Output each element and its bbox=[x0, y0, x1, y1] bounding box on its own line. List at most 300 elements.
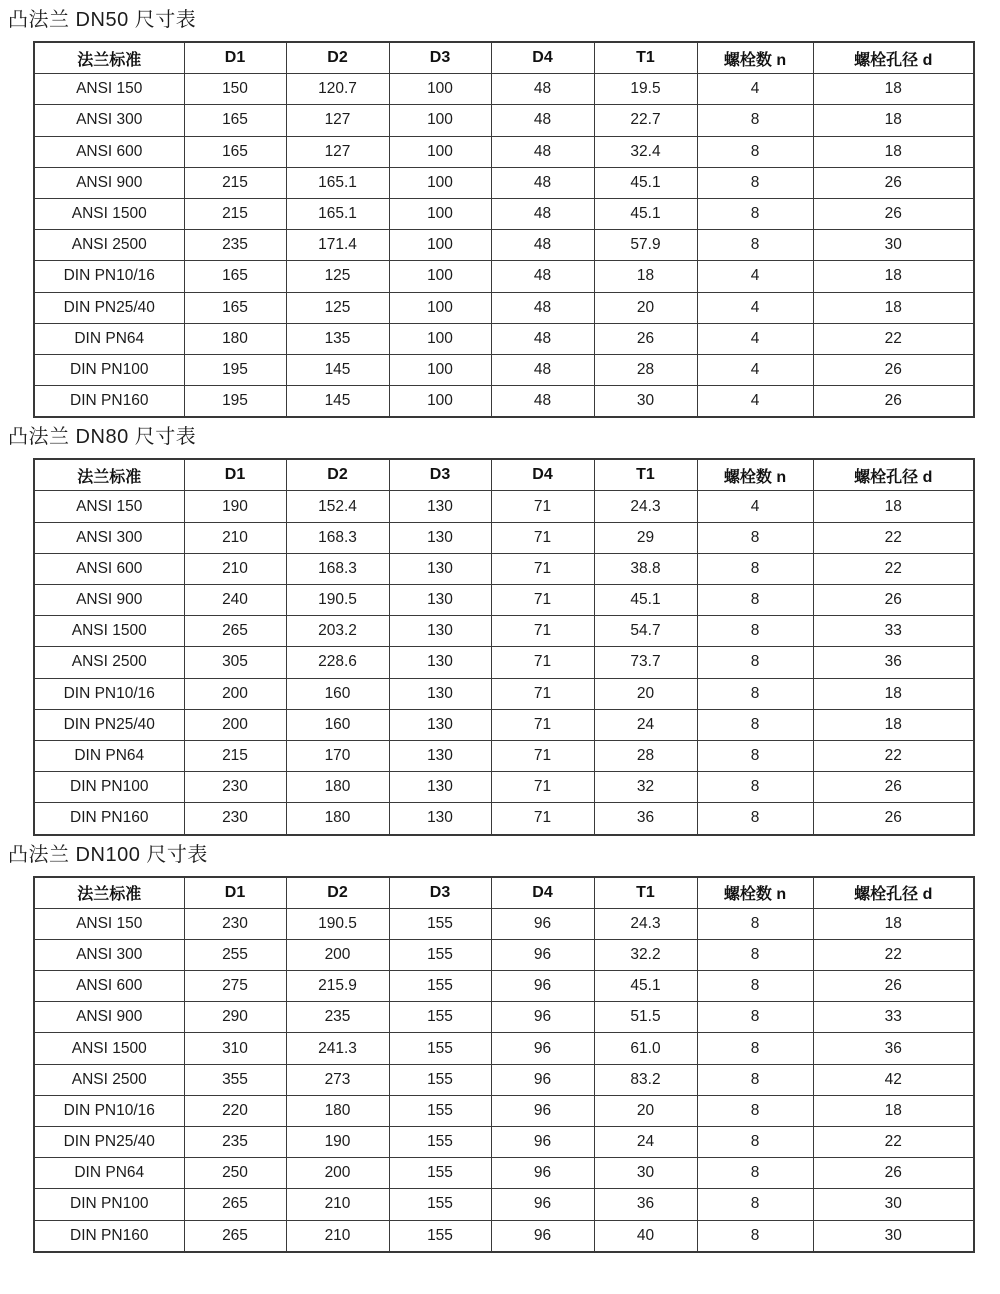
flange-standard-cell: ANSI 600 bbox=[34, 136, 184, 167]
column-header: 法兰标准 bbox=[34, 459, 184, 491]
dimension-value-cell: 100 bbox=[389, 230, 491, 261]
column-header: D2 bbox=[286, 877, 389, 909]
dimension-value-cell: 4 bbox=[697, 261, 813, 292]
dimension-value-cell: 22 bbox=[813, 323, 974, 354]
dimension-value-cell: 18 bbox=[594, 261, 697, 292]
dimension-value-cell: 210 bbox=[286, 1189, 389, 1220]
flange-standard-cell: DIN PN25/40 bbox=[34, 1127, 184, 1158]
dimension-value-cell: 228.6 bbox=[286, 647, 389, 678]
dimension-value-cell: 96 bbox=[491, 1033, 594, 1064]
column-header: D2 bbox=[286, 459, 389, 491]
dimension-value-cell: 165 bbox=[184, 105, 286, 136]
dimension-value-cell: 4 bbox=[697, 292, 813, 323]
table-row bbox=[34, 292, 974, 323]
dimension-value-cell: 235 bbox=[286, 1002, 389, 1033]
dimension-value-cell: 130 bbox=[389, 647, 491, 678]
dimension-value-cell: 26 bbox=[813, 198, 974, 229]
flange-standard-cell: ANSI 600 bbox=[34, 553, 184, 584]
column-header: T1 bbox=[594, 459, 697, 491]
dimension-value-cell: 26 bbox=[813, 803, 974, 835]
dimension-value-cell: 180 bbox=[286, 772, 389, 803]
flange-standard-cell: ANSI 2500 bbox=[34, 647, 184, 678]
dimension-value-cell: 215 bbox=[184, 198, 286, 229]
dimension-value-cell: 215 bbox=[184, 167, 286, 198]
flange-standard-cell: ANSI 600 bbox=[34, 971, 184, 1002]
dimension-value-cell: 310 bbox=[184, 1033, 286, 1064]
dimension-value-cell: 19.5 bbox=[594, 74, 697, 105]
table-row bbox=[34, 491, 974, 522]
dimension-value-cell: 18 bbox=[813, 709, 974, 740]
dimension-value-cell: 265 bbox=[184, 1220, 286, 1252]
dimension-table-dn50 bbox=[33, 41, 975, 418]
dimension-value-cell: 8 bbox=[697, 616, 813, 647]
dimension-value-cell: 125 bbox=[286, 292, 389, 323]
dimension-value-cell: 165.1 bbox=[286, 198, 389, 229]
dimension-value-cell: 130 bbox=[389, 522, 491, 553]
header-row bbox=[34, 42, 974, 74]
flange-standard-cell: DIN PN64 bbox=[34, 740, 184, 771]
dimension-value-cell: 200 bbox=[184, 678, 286, 709]
dimension-value-cell: 100 bbox=[389, 292, 491, 323]
table-row bbox=[34, 1002, 974, 1033]
dimension-value-cell: 355 bbox=[184, 1064, 286, 1095]
dimension-value-cell: 120.7 bbox=[286, 74, 389, 105]
dimension-value-cell: 28 bbox=[594, 740, 697, 771]
dimension-value-cell: 130 bbox=[389, 553, 491, 584]
dimension-table-dn100 bbox=[33, 876, 975, 1253]
dimension-value-cell: 73.7 bbox=[594, 647, 697, 678]
table-row bbox=[34, 323, 974, 354]
dimension-value-cell: 33 bbox=[813, 1002, 974, 1033]
dimension-value-cell: 83.2 bbox=[594, 1064, 697, 1095]
column-header: T1 bbox=[594, 877, 697, 909]
dimension-value-cell: 48 bbox=[491, 354, 594, 385]
dimension-value-cell: 96 bbox=[491, 939, 594, 970]
column-header: T1 bbox=[594, 42, 697, 74]
dimension-value-cell: 30 bbox=[594, 386, 697, 418]
table-body bbox=[34, 74, 974, 418]
dimension-value-cell: 100 bbox=[389, 198, 491, 229]
table-row bbox=[34, 354, 974, 385]
dimension-value-cell: 18 bbox=[813, 261, 974, 292]
dimension-value-cell: 255 bbox=[184, 939, 286, 970]
dimension-value-cell: 145 bbox=[286, 386, 389, 418]
dimension-value-cell: 190.5 bbox=[286, 585, 389, 616]
column-header: D1 bbox=[184, 459, 286, 491]
dimension-value-cell: 200 bbox=[184, 709, 286, 740]
dimension-value-cell: 32.2 bbox=[594, 939, 697, 970]
dimension-value-cell: 230 bbox=[184, 772, 286, 803]
dimension-value-cell: 48 bbox=[491, 261, 594, 292]
dimension-value-cell: 8 bbox=[697, 553, 813, 584]
dimension-value-cell: 210 bbox=[184, 522, 286, 553]
table-row bbox=[34, 261, 974, 292]
dimension-value-cell: 45.1 bbox=[594, 971, 697, 1002]
column-header: D4 bbox=[491, 42, 594, 74]
dimension-value-cell: 36 bbox=[594, 1189, 697, 1220]
dimension-value-cell: 155 bbox=[389, 1033, 491, 1064]
flange-standard-cell: ANSI 2500 bbox=[34, 230, 184, 261]
dimension-value-cell: 100 bbox=[389, 323, 491, 354]
dimension-value-cell: 130 bbox=[389, 740, 491, 771]
dimension-value-cell: 230 bbox=[184, 908, 286, 939]
table-row bbox=[34, 939, 974, 970]
flange-standard-cell: DIN PN25/40 bbox=[34, 292, 184, 323]
dimension-value-cell: 71 bbox=[491, 522, 594, 553]
dimension-value-cell: 48 bbox=[491, 136, 594, 167]
dimension-value-cell: 8 bbox=[697, 1127, 813, 1158]
column-header: 螺栓数 n bbox=[697, 459, 813, 491]
dimension-value-cell: 165.1 bbox=[286, 167, 389, 198]
dimension-value-cell: 305 bbox=[184, 647, 286, 678]
dimension-value-cell: 36 bbox=[813, 1033, 974, 1064]
dimension-value-cell: 155 bbox=[389, 1064, 491, 1095]
dimension-value-cell: 48 bbox=[491, 292, 594, 323]
dimension-value-cell: 203.2 bbox=[286, 616, 389, 647]
dimension-value-cell: 180 bbox=[286, 1095, 389, 1126]
dimension-value-cell: 100 bbox=[389, 74, 491, 105]
dimension-value-cell: 96 bbox=[491, 1002, 594, 1033]
dimension-value-cell: 265 bbox=[184, 1189, 286, 1220]
dimension-value-cell: 40 bbox=[594, 1220, 697, 1252]
flange-standard-cell: ANSI 150 bbox=[34, 908, 184, 939]
dimension-value-cell: 8 bbox=[697, 678, 813, 709]
table-body bbox=[34, 491, 974, 835]
dimension-value-cell: 18 bbox=[813, 105, 974, 136]
dimension-value-cell: 235 bbox=[184, 1127, 286, 1158]
dimension-value-cell: 125 bbox=[286, 261, 389, 292]
dimension-value-cell: 33 bbox=[813, 616, 974, 647]
dimension-value-cell: 48 bbox=[491, 230, 594, 261]
column-header: 法兰标准 bbox=[34, 42, 184, 74]
table-row bbox=[34, 230, 974, 261]
flange-standard-cell: DIN PN160 bbox=[34, 386, 184, 418]
dimension-value-cell: 71 bbox=[491, 740, 594, 771]
dimension-value-cell: 130 bbox=[389, 709, 491, 740]
flange-standard-cell: DIN PN10/16 bbox=[34, 678, 184, 709]
table-row bbox=[34, 386, 974, 418]
table-title-dn80: 凸法兰 DN80 尺寸表 bbox=[8, 426, 197, 449]
dimension-value-cell: 155 bbox=[389, 908, 491, 939]
dimension-value-cell: 36 bbox=[813, 647, 974, 678]
dimension-value-cell: 96 bbox=[491, 971, 594, 1002]
dimension-value-cell: 235 bbox=[184, 230, 286, 261]
dimension-value-cell: 130 bbox=[389, 491, 491, 522]
dimension-value-cell: 26 bbox=[813, 1158, 974, 1189]
dimension-value-cell: 135 bbox=[286, 323, 389, 354]
flange-standard-cell: DIN PN100 bbox=[34, 1189, 184, 1220]
table-title-dn50: 凸法兰 DN50 尺寸表 bbox=[8, 9, 197, 31]
dimension-value-cell: 24.3 bbox=[594, 908, 697, 939]
column-header: D4 bbox=[491, 459, 594, 491]
column-header: 螺栓孔径 d bbox=[813, 42, 974, 74]
dimension-value-cell: 18 bbox=[813, 292, 974, 323]
dimension-value-cell: 71 bbox=[491, 678, 594, 709]
table-row bbox=[34, 105, 974, 136]
dimension-value-cell: 26 bbox=[813, 772, 974, 803]
dimension-value-cell: 71 bbox=[491, 585, 594, 616]
dimension-value-cell: 26 bbox=[813, 354, 974, 385]
dimension-value-cell: 96 bbox=[491, 908, 594, 939]
dimension-value-cell: 51.5 bbox=[594, 1002, 697, 1033]
section-dn100 bbox=[0, 843, 1000, 1253]
flange-standard-cell: ANSI 900 bbox=[34, 585, 184, 616]
dimension-value-cell: 8 bbox=[697, 105, 813, 136]
dimension-value-cell: 48 bbox=[491, 167, 594, 198]
flange-standard-cell: DIN PN10/16 bbox=[34, 261, 184, 292]
dimension-value-cell: 8 bbox=[697, 1220, 813, 1252]
table-row bbox=[34, 678, 974, 709]
table-row bbox=[34, 1095, 974, 1126]
table-header bbox=[34, 42, 974, 74]
dimension-value-cell: 200 bbox=[286, 1158, 389, 1189]
dimension-value-cell: 96 bbox=[491, 1158, 594, 1189]
dimension-value-cell: 100 bbox=[389, 386, 491, 418]
flange-standard-cell: DIN PN10/16 bbox=[34, 1095, 184, 1126]
dimension-value-cell: 26 bbox=[813, 585, 974, 616]
dimension-value-cell: 32.4 bbox=[594, 136, 697, 167]
dimension-value-cell: 42 bbox=[813, 1064, 974, 1095]
dimension-value-cell: 20 bbox=[594, 292, 697, 323]
dimension-value-cell: 45.1 bbox=[594, 167, 697, 198]
dimension-value-cell: 275 bbox=[184, 971, 286, 1002]
column-header: D1 bbox=[184, 877, 286, 909]
dimension-value-cell: 168.3 bbox=[286, 522, 389, 553]
table-row bbox=[34, 585, 974, 616]
table-row bbox=[34, 1158, 974, 1189]
dimension-value-cell: 28 bbox=[594, 354, 697, 385]
dimension-value-cell: 8 bbox=[697, 136, 813, 167]
dimension-value-cell: 38.8 bbox=[594, 553, 697, 584]
dimension-value-cell: 265 bbox=[184, 616, 286, 647]
dimension-value-cell: 8 bbox=[697, 230, 813, 261]
dimension-value-cell: 195 bbox=[184, 386, 286, 418]
dimension-value-cell: 48 bbox=[491, 74, 594, 105]
dimension-value-cell: 180 bbox=[286, 803, 389, 835]
column-header: D3 bbox=[389, 459, 491, 491]
dimension-value-cell: 26 bbox=[813, 971, 974, 1002]
dimension-value-cell: 22.7 bbox=[594, 105, 697, 136]
table-row bbox=[34, 1127, 974, 1158]
dimension-value-cell: 8 bbox=[697, 1158, 813, 1189]
dimension-value-cell: 8 bbox=[697, 647, 813, 678]
dimension-value-cell: 48 bbox=[491, 323, 594, 354]
dimension-value-cell: 210 bbox=[286, 1220, 389, 1252]
column-header: 法兰标准 bbox=[34, 877, 184, 909]
dimension-value-cell: 4 bbox=[697, 354, 813, 385]
dimension-value-cell: 96 bbox=[491, 1220, 594, 1252]
dimension-value-cell: 100 bbox=[389, 354, 491, 385]
dimension-value-cell: 26 bbox=[813, 167, 974, 198]
table-row bbox=[34, 647, 974, 678]
dimension-value-cell: 100 bbox=[389, 167, 491, 198]
dimension-value-cell: 160 bbox=[286, 709, 389, 740]
dimension-value-cell: 155 bbox=[389, 939, 491, 970]
table-row bbox=[34, 1220, 974, 1252]
dimension-value-cell: 190.5 bbox=[286, 908, 389, 939]
dimension-value-cell: 127 bbox=[286, 105, 389, 136]
dimension-value-cell: 96 bbox=[491, 1095, 594, 1126]
dimension-value-cell: 152.4 bbox=[286, 491, 389, 522]
dimension-value-cell: 71 bbox=[491, 553, 594, 584]
column-header: 螺栓孔径 d bbox=[813, 877, 974, 909]
dimension-value-cell: 230 bbox=[184, 803, 286, 835]
table-row bbox=[34, 167, 974, 198]
dimension-value-cell: 30 bbox=[813, 230, 974, 261]
section-dn80 bbox=[0, 425, 1000, 835]
table-header bbox=[34, 459, 974, 491]
dimension-value-cell: 22 bbox=[813, 740, 974, 771]
dimension-value-cell: 160 bbox=[286, 678, 389, 709]
flange-standard-cell: ANSI 900 bbox=[34, 1002, 184, 1033]
dimension-value-cell: 8 bbox=[697, 772, 813, 803]
table-row bbox=[34, 74, 974, 105]
dimension-value-cell: 8 bbox=[697, 803, 813, 835]
dimension-value-cell: 8 bbox=[697, 1064, 813, 1095]
flange-standard-cell: DIN PN160 bbox=[34, 1220, 184, 1252]
flange-standard-cell: ANSI 900 bbox=[34, 167, 184, 198]
dimension-value-cell: 22 bbox=[813, 1127, 974, 1158]
flange-standard-cell: ANSI 1500 bbox=[34, 616, 184, 647]
dimension-value-cell: 30 bbox=[813, 1220, 974, 1252]
dimension-value-cell: 4 bbox=[697, 386, 813, 418]
column-header: D4 bbox=[491, 877, 594, 909]
table-row bbox=[34, 740, 974, 771]
dimension-value-cell: 8 bbox=[697, 1033, 813, 1064]
dimension-value-cell: 250 bbox=[184, 1158, 286, 1189]
flange-standard-cell: ANSI 300 bbox=[34, 939, 184, 970]
dimension-value-cell: 8 bbox=[697, 1095, 813, 1126]
dimension-value-cell: 155 bbox=[389, 1220, 491, 1252]
table-header bbox=[34, 877, 974, 909]
dimension-value-cell: 18 bbox=[813, 136, 974, 167]
flange-standard-cell: DIN PN64 bbox=[34, 323, 184, 354]
dimension-value-cell: 18 bbox=[813, 678, 974, 709]
dimension-value-cell: 45.1 bbox=[594, 585, 697, 616]
dimension-value-cell: 26 bbox=[594, 323, 697, 354]
dimension-value-cell: 18 bbox=[813, 491, 974, 522]
dimension-value-cell: 96 bbox=[491, 1189, 594, 1220]
dimension-value-cell: 22 bbox=[813, 522, 974, 553]
dimension-value-cell: 130 bbox=[389, 678, 491, 709]
dimension-value-cell: 8 bbox=[697, 971, 813, 1002]
column-header: D2 bbox=[286, 42, 389, 74]
dimension-value-cell: 8 bbox=[697, 939, 813, 970]
table-row bbox=[34, 136, 974, 167]
dimension-value-cell: 24.3 bbox=[594, 491, 697, 522]
flange-standard-cell: ANSI 1500 bbox=[34, 1033, 184, 1064]
dimension-value-cell: 130 bbox=[389, 616, 491, 647]
dimension-value-cell: 48 bbox=[491, 198, 594, 229]
dimension-value-cell: 71 bbox=[491, 772, 594, 803]
dimension-value-cell: 130 bbox=[389, 803, 491, 835]
table-row bbox=[34, 971, 974, 1002]
dimension-value-cell: 171.4 bbox=[286, 230, 389, 261]
dimension-value-cell: 155 bbox=[389, 1095, 491, 1126]
dimension-value-cell: 215 bbox=[184, 740, 286, 771]
dimension-value-cell: 61.0 bbox=[594, 1033, 697, 1064]
dimension-value-cell: 45.1 bbox=[594, 198, 697, 229]
table-row bbox=[34, 803, 974, 835]
dimension-value-cell: 8 bbox=[697, 1189, 813, 1220]
dimension-value-cell: 18 bbox=[813, 74, 974, 105]
dimension-value-cell: 71 bbox=[491, 616, 594, 647]
dimension-value-cell: 20 bbox=[594, 1095, 697, 1126]
dimension-value-cell: 150 bbox=[184, 74, 286, 105]
dimension-value-cell: 100 bbox=[389, 136, 491, 167]
dimension-value-cell: 30 bbox=[813, 1189, 974, 1220]
dimension-value-cell: 8 bbox=[697, 585, 813, 616]
column-header: D3 bbox=[389, 42, 491, 74]
dimension-value-cell: 100 bbox=[389, 105, 491, 136]
table-row bbox=[34, 908, 974, 939]
dimension-value-cell: 170 bbox=[286, 740, 389, 771]
dimension-value-cell: 195 bbox=[184, 354, 286, 385]
dimension-value-cell: 8 bbox=[697, 167, 813, 198]
dimension-value-cell: 100 bbox=[389, 261, 491, 292]
dimension-value-cell: 155 bbox=[389, 1127, 491, 1158]
flange-standard-cell: ANSI 2500 bbox=[34, 1064, 184, 1095]
dimension-value-cell: 220 bbox=[184, 1095, 286, 1126]
dimension-value-cell: 18 bbox=[813, 1095, 974, 1126]
flange-standard-cell: ANSI 150 bbox=[34, 74, 184, 105]
dimension-value-cell: 130 bbox=[389, 772, 491, 803]
table-row bbox=[34, 709, 974, 740]
dimension-value-cell: 54.7 bbox=[594, 616, 697, 647]
dimension-value-cell: 4 bbox=[697, 74, 813, 105]
dimension-value-cell: 190 bbox=[184, 491, 286, 522]
dimension-value-cell: 155 bbox=[389, 1002, 491, 1033]
dimension-value-cell: 48 bbox=[491, 386, 594, 418]
dimension-value-cell: 215.9 bbox=[286, 971, 389, 1002]
table-row bbox=[34, 616, 974, 647]
table-row bbox=[34, 772, 974, 803]
dimension-value-cell: 8 bbox=[697, 1002, 813, 1033]
dimension-value-cell: 4 bbox=[697, 491, 813, 522]
dimension-value-cell: 155 bbox=[389, 971, 491, 1002]
dimension-value-cell: 8 bbox=[697, 198, 813, 229]
dimension-value-cell: 145 bbox=[286, 354, 389, 385]
dimension-value-cell: 18 bbox=[813, 908, 974, 939]
flange-standard-cell: DIN PN25/40 bbox=[34, 709, 184, 740]
section-dn50 bbox=[0, 8, 1000, 418]
dimension-value-cell: 165 bbox=[184, 292, 286, 323]
table-body bbox=[34, 908, 974, 1252]
dimension-value-cell: 210 bbox=[184, 553, 286, 584]
dimension-value-cell: 29 bbox=[594, 522, 697, 553]
dimension-value-cell: 4 bbox=[697, 323, 813, 354]
dimension-value-cell: 8 bbox=[697, 522, 813, 553]
table-row bbox=[34, 1189, 974, 1220]
column-header: D1 bbox=[184, 42, 286, 74]
table-row bbox=[34, 198, 974, 229]
dimension-value-cell: 155 bbox=[389, 1158, 491, 1189]
dimension-value-cell: 127 bbox=[286, 136, 389, 167]
dimension-value-cell: 32 bbox=[594, 772, 697, 803]
header-row bbox=[34, 877, 974, 909]
dimension-value-cell: 273 bbox=[286, 1064, 389, 1095]
flange-standard-cell: DIN PN160 bbox=[34, 803, 184, 835]
table-row bbox=[34, 1033, 974, 1064]
dimension-value-cell: 165 bbox=[184, 136, 286, 167]
dimension-value-cell: 96 bbox=[491, 1127, 594, 1158]
dimension-value-cell: 24 bbox=[594, 1127, 697, 1158]
flange-standard-cell: ANSI 300 bbox=[34, 105, 184, 136]
dimension-value-cell: 8 bbox=[697, 740, 813, 771]
flange-standard-cell: ANSI 150 bbox=[34, 491, 184, 522]
dimension-value-cell: 155 bbox=[389, 1189, 491, 1220]
dimension-table-dn80 bbox=[33, 458, 975, 835]
